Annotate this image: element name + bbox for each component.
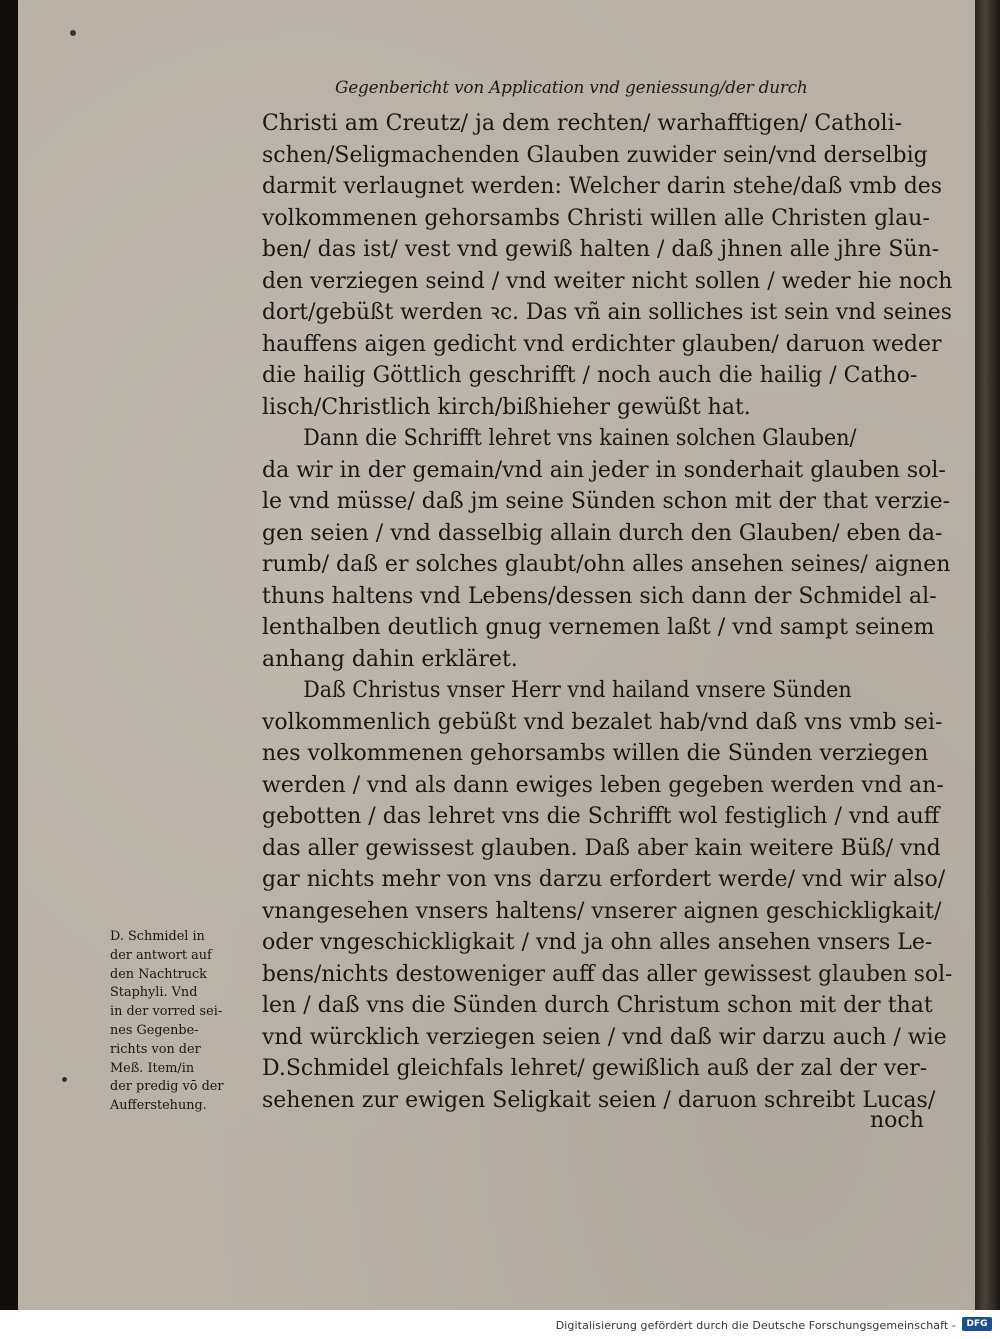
marginal-note-line: richts von der: [110, 1041, 201, 1057]
text-line: thuns haltens vnd Lebens/dessen sich dann der Schmidel al-: [262, 583, 937, 609]
text-line: gar nichts mehr von vns darzu erfordert werde/ vnd wir also/: [262, 867, 946, 892]
text-line: Dann die Schrifft lehret vns kainen solchen Glauben/: [303, 426, 857, 451]
text-line: hauffens aigen gedicht vnd erdichter glauben/ daruon weder: [262, 331, 942, 357]
funding-credit: Digitalisierung gefördert durch die Deutsche Forschungsgemeinschaft -: [555, 1319, 956, 1332]
text-line: Daß Christus vnser Herr vnd hailand vnsere Sünden: [303, 678, 852, 703]
text-line: sehenen zur ewigen Seligkait seien / daruon schreibt Lucas/: [262, 1087, 936, 1113]
text-line: rumb/ daß er solches glaubt/ohn alles ansehen seines/ aignen: [262, 552, 951, 577]
text-line: gebotten / das lehret vns die Schrifft wol festiglich / vnd auff: [262, 804, 940, 829]
marginal-note-line: der predig vō der: [110, 1079, 224, 1095]
text-line: bens/nichts destoweniger auff das aller gewissest glauben sol-: [262, 961, 953, 987]
text-line: lisch/Christlich kirch/bißhieher gewüßt hat.: [262, 394, 751, 420]
text-line: schen/Seligmachenden Glauben zuwider sein/vnd derselbig: [262, 142, 928, 168]
text-line: volkommenlich gebüßt vnd bezalet hab/vnd daß vns vmb sei-: [262, 709, 943, 735]
text-line: gen seien / vnd dasselbig allain durch den Glauben/ eben da-: [262, 520, 943, 546]
body-text: [262, 108, 952, 1116]
text-line: darmit verlaugnet werden: Welcher darin stehe/daß vmb des: [262, 174, 943, 199]
marginal-note-line: nes Gegenbe-: [110, 1022, 199, 1038]
text-line: dort/gebüßt werden ꝛc. Das vñ ain solliches ist sein vnd seines: [262, 300, 952, 325]
text-line: le vnd müsse/ daß jm seine Sünden schon mit der that verzie-: [262, 489, 951, 514]
text-line: D.Schmidel gleichfals lehret/ gewißlich auß der zal der ver-: [262, 1056, 928, 1081]
text-line: da wir in der gemain/vnd ain jeder in sonderhait glauben sol-: [262, 457, 946, 483]
text-line: anhang dahin erkläret.: [262, 646, 518, 672]
marginal-note-line: Aufferstehung.: [110, 1098, 207, 1114]
text-line: len / daß vns die Sünden durch Christum schon mit der that: [262, 993, 933, 1018]
book-edge: [975, 0, 1000, 1310]
text-line: lenthalben deutlich gnug vernemen laßt / vnd sampt seinem: [262, 615, 935, 640]
text-line: vnd würcklich verziegen seien / vnd daß wir darzu auch / wie: [262, 1024, 947, 1050]
paper-speck: [70, 30, 76, 36]
text-line: vnangesehen vnsers haltens/ vnserer aignen geschickligkait/: [262, 898, 942, 924]
marginal-note-line: in der vorred sei-: [110, 1004, 223, 1020]
dfg-logo-icon: DFG: [962, 1317, 992, 1331]
text-line: das aller gewissest glauben. Daß aber kain weitere Büß/ vnd: [262, 835, 941, 861]
text-line: oder vngeschickligkait / vnd ja ohn alles ansehen vnsers Le-: [262, 930, 933, 955]
text-line: Christi am Creutz/ ja dem rechten/ warhafftigen/ Catholi-: [262, 111, 903, 136]
text-line: nes volkommenen gehorsambs willen die Sünden verziegen: [262, 741, 929, 766]
text-line: die hailig Göttlich geschrifft / noch auch die hailig / Catho-: [262, 363, 918, 388]
text-line: volkommenen gehorsambs Christi willen alle Christen glau-: [262, 205, 930, 231]
marginal-note-line: den Nachtruck: [110, 966, 207, 982]
text-line: ben/ das ist/ vest vnd gewiß halten / daß jhnen alle jhre Sün-: [262, 237, 940, 262]
running-head: Gegenbericht von Application vnd geniessung/der durch: [335, 78, 808, 98]
marginal-note-line: Staphyli. Vnd: [110, 985, 198, 1001]
text-line: den verziegen seind / vnd weiter nicht sollen / weder hie noch: [262, 268, 953, 294]
marginal-note-line: Meß. Item/in: [110, 1060, 195, 1076]
marginal-note-line: der antwort auf: [110, 947, 212, 963]
marginal-note-line: D. Schmidel in: [110, 929, 205, 944]
catchword: noch: [870, 1108, 924, 1133]
marginal-note: [110, 928, 260, 1116]
paper-speck: [62, 1077, 67, 1082]
text-line: werden / vnd als dann ewiges leben gegeben werden vnd an-: [262, 772, 944, 798]
